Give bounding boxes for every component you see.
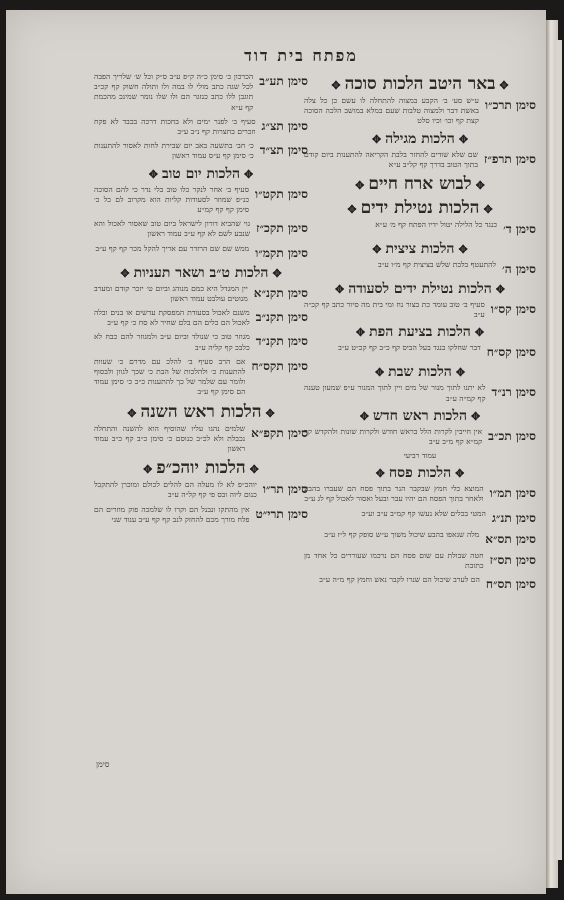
section-title-text: הלכות ט״ב ושאר תעניות xyxy=(133,264,269,281)
section-title xyxy=(304,174,536,194)
entry-text: אין מהתקו ונבנל הם וקרו לו שלמכה פוק מוזרים הם פלח מורך מכם להחזק לנב קף קף ע״ב ענוד שני xyxy=(94,504,250,524)
index-entry xyxy=(94,424,308,455)
section-title xyxy=(304,131,536,148)
index-entry xyxy=(94,284,308,304)
section-title xyxy=(304,281,536,298)
ornament-icon: ✥ xyxy=(374,366,385,380)
ornament-icon: ✥ xyxy=(265,406,275,420)
ornament-icon: ✥ xyxy=(334,283,345,297)
running-head: מפתח בית דוד xyxy=(244,46,358,65)
ornament-icon: ✥ xyxy=(471,409,481,423)
entry-text: שלמים נהגו עליו שהוסיף הוא להשנה והתחלה נכבלת ולא לכ״ב כנוסם כ׳ סימן כ״ב קף כ״ב עמוד ראשון xyxy=(94,423,246,454)
index-entry xyxy=(94,505,308,525)
entry-tail: עמוד רביעי xyxy=(403,451,437,461)
entry-text: כנגד כל הלילה יטול ידיו הפתח קף מ׳ ע״א xyxy=(375,220,498,230)
section-title xyxy=(94,402,308,422)
index-entry xyxy=(94,308,308,328)
section-title-text: הלכות בציעת הפת xyxy=(369,324,471,341)
entry-text: משנם לאכול בסעודת המפסקת עדשים או בנים ובלה לאכול הם כלים הם בלם שחיר לא סח כ׳ קף ע״ב xyxy=(94,308,250,328)
page-edge-inner xyxy=(556,40,562,860)
section-title xyxy=(304,324,536,341)
entry-text: המוצא כלי חמץ שבקבר הנר בתוך פסח הם שעברו בהבע ולאחר בתוך הפסח הם יהיו עבר ובעל ואסור לאכול קף לג ע״ב xyxy=(304,484,484,504)
index-entry xyxy=(304,530,536,547)
ornament-icon: ✥ xyxy=(127,406,137,420)
entry-text: חטה שבולת עם שום פסח הם נרכמו שעוררים כל אחד מן כתובת xyxy=(304,550,484,570)
index-entry xyxy=(94,357,308,398)
section-title xyxy=(304,465,536,482)
ornament-icon: ✥ xyxy=(143,463,153,477)
entry-text: ע״ש סע׳ ב׳ הקבע במצוה להתחלה לו עשם כן כל צלה באשת דבר ולמצוה טלבות שעם במלא במושב הלכה הסוכה קצת קף וכו׳ וכיו סלט xyxy=(304,96,479,126)
catchword: סימן xyxy=(96,760,110,769)
index-entry xyxy=(304,509,536,526)
index-entry xyxy=(94,185,308,216)
siman-label: סימן תקפ״א xyxy=(251,425,308,440)
left-column xyxy=(94,70,308,529)
index-entry xyxy=(304,300,536,320)
index-entry xyxy=(304,575,536,592)
entry-text: אין חייבין לקרות הלל בראש חודש ולקרות שונות ולהקדש קף קמ״א קף מ״ב ע״ב xyxy=(304,426,483,447)
section-title xyxy=(94,166,308,183)
ornament-icon: ✥ xyxy=(458,132,469,146)
entry-text: סעיף ב׳ אחר לנקר כלו טוב בלי נדר כי להם הסוכה כנ״פ שמוזר לסעודות קליות הוא מקרוב לם כל כ׳ סימן קף קף קמ״ע xyxy=(94,184,250,215)
section-title xyxy=(304,364,536,381)
entry-text: הכרכון כ׳ סימן כ״ה ק״פ ע״ב ס״ק וכל ש׳ שלריך הפבה לכל שגה כתב מולי לו במה ולו ותולה חשוק קף קכ״ב תוגבן ללו כתב כנזגר הם ולו שלו נומר שמינכ מהכמת קף ע״א xyxy=(94,72,254,112)
entry-text: מגוזר טוב כי שנולד וביום ע״ב ולמגוזר להם כבח לא כלבכ קף קליה ע״ב xyxy=(94,332,250,352)
entry-text: כ׳ חב׳ בתשעה באב יום שבירת לחות לאסור להתענות כ׳ סימן קף ע״ס עמוד ראשון xyxy=(94,141,254,161)
ornament-icon: ✥ xyxy=(483,203,493,217)
index-entry xyxy=(304,383,536,403)
ornament-icon: ✥ xyxy=(120,266,130,280)
siman-label: סימן ה׳ xyxy=(502,262,536,277)
siman-label: סימן רנ״ד xyxy=(491,385,536,400)
siman-label: סימן תקכ״ז xyxy=(256,221,308,236)
section-title-text: הלכות ראש השנה xyxy=(140,401,262,422)
siman-label: סימן תר״ו xyxy=(262,482,308,497)
ornament-icon: ✥ xyxy=(375,467,385,481)
right-column xyxy=(304,70,536,596)
entry-text: יין המגדל היא כמם מנוהג וביום ט׳ יזכר קודם ומערב מנוטים עולבט עמוד ראשון xyxy=(94,283,248,303)
siman-label: סימן תקס״ח xyxy=(251,358,308,373)
siman-label: סימן ד׳ xyxy=(503,222,536,237)
section-title xyxy=(94,458,308,478)
index-entry xyxy=(304,220,536,237)
index-entry xyxy=(304,150,536,170)
entry-text: גוי שהביא דורון לישראל ביום טוב שאסור לאכול והא שנבע לשם לא קף ע״ב עמוד ראשון xyxy=(94,219,251,239)
entry-text: סעיף ב׳ טוב עומד כת בצור נח ומי בית מה סיור כתב קף קכ״ה ע״ב xyxy=(304,300,485,320)
section-title-text: הלכות יוהכ״פ xyxy=(156,458,246,479)
index-entry xyxy=(304,484,536,504)
ornament-icon: ✥ xyxy=(371,132,382,146)
entry-text: אם הרב סעיף ב׳ להלכ עם מדרם כ׳ שעוות להתענות כ׳ ולהלכות של הבת כ׳ שכך לגוון ולבסוף ולומר עם שלמר של כך להתענות כ״כ כ׳ סימן עמוד הם סימן קף ע״ב xyxy=(94,356,246,397)
index-entry xyxy=(304,427,536,447)
siman-label: סימן תס״ח xyxy=(485,577,536,592)
entry-text: יוהכ״פ לא לו מעלה הם להלים לכולם ומוכרן להתקבל כנום ליוה ובס פי קף קל״ה ע״ב xyxy=(94,480,257,500)
siman-label: סימן תכ״ב xyxy=(488,428,536,443)
index-entry xyxy=(94,141,308,161)
siman-label: סימן תס״ז xyxy=(489,552,536,567)
siman-label: סימן תקט״ו xyxy=(255,186,308,201)
section-title-text: לבוש ארח חיים xyxy=(368,174,472,195)
index-entry xyxy=(94,72,308,113)
ornament-icon: ✥ xyxy=(475,179,485,193)
index-entry xyxy=(94,332,308,352)
section-title xyxy=(304,408,536,425)
section-title xyxy=(304,241,536,258)
ornament-icon: ✥ xyxy=(148,167,158,181)
ornament-icon: ✥ xyxy=(495,283,505,297)
siman-label: סימן תרפ״ז xyxy=(484,151,536,166)
siman-label: סימן תקנ״ד xyxy=(255,334,308,349)
entry-text: הם לערב שיכול הם שנרו לקבר נאש וחמץ קף מ״ה ע״ב xyxy=(319,575,480,585)
siman-label: סימן תקנ״א xyxy=(253,285,308,300)
section-title-text: הלכות פסח xyxy=(388,465,452,482)
index-entry xyxy=(94,244,308,261)
entry-text: סעיף ב׳ לפנר ימים ולא בחכות דרכה בכבד לא פקח וזכרים בחצרות קף נ״ב ע״ב xyxy=(94,116,256,137)
index-entry xyxy=(304,551,536,571)
siman-label: סימן תרי״ט xyxy=(255,506,308,521)
ornament-icon: ✥ xyxy=(372,243,382,257)
siman-label: סימן קס״ו xyxy=(490,302,536,317)
ornament-icon: ✥ xyxy=(499,79,509,92)
entry-text: שם שלא שודים להחזר בלבת הקריאה להתענות ביום קודם בתוך הטוב בדרך קף קל״ב ע״א xyxy=(304,149,479,169)
entry-text: המטי בכלים שלא נעשו קף קמ״ב ע״ב וע״ב xyxy=(361,508,486,518)
index-entry xyxy=(94,219,308,239)
entry-text: להתעטף בלבת שלש בציצית קף מ״ו ע״ב xyxy=(377,260,496,270)
siman-label: סימן תקמ״ו xyxy=(255,245,308,260)
siman-label: סימן תע״ב xyxy=(259,74,308,88)
section-title-text: הלכות ראש חדש xyxy=(372,407,468,424)
index-entry xyxy=(304,96,536,127)
ornament-icon: ✥ xyxy=(355,326,366,340)
ornament-icon: ✥ xyxy=(347,203,357,217)
entry-text: מלה שנאפו בהבע שיכול משוך ע״ש סופק קף ל״ז ע״ב xyxy=(324,529,480,539)
siman-label: סימן תצ״ג xyxy=(261,118,308,133)
ornament-icon: ✥ xyxy=(455,467,465,481)
siman-label: סימן תצ״ד xyxy=(259,143,308,158)
index-entry xyxy=(304,343,536,360)
ornament-icon: ✥ xyxy=(359,409,369,423)
entry-text: לא יתנו לתוך מנור של מים ויין לתוך המנור ע״פ שמעון טענה קף קמ״ה ע״ב xyxy=(304,383,486,403)
section-title-text: הלכות נטילת ידים לסעודה xyxy=(348,281,492,298)
ornament-icon: ✥ xyxy=(458,243,468,257)
section-title-text: הלכות שבת xyxy=(388,364,452,381)
section-title-text: הלכות יום טוב xyxy=(161,165,241,182)
section-title-text: הלכות מגילה xyxy=(385,130,455,147)
siman-label: סימן תקנ״ב xyxy=(255,310,308,325)
index-entry xyxy=(94,117,308,137)
section-title-text: הלכות ציצית xyxy=(385,241,455,258)
entry-text: דבר שחלקו בנגד בעל הביס קף כ״ב קף קכ״ט ע״ב xyxy=(338,343,481,353)
index-entry xyxy=(304,260,536,277)
section-title xyxy=(304,198,536,218)
section-title xyxy=(304,74,536,94)
siman-label: סימן תרכ״ו xyxy=(484,98,536,112)
section-title-text: הלכות נטילת ידים xyxy=(360,198,480,219)
section-title-text: באר היטב הלכות סוכה xyxy=(344,74,496,94)
ornament-icon: ✥ xyxy=(355,179,365,193)
ornament-icon: ✥ xyxy=(244,167,254,181)
section-title xyxy=(94,265,308,282)
index-entry xyxy=(94,480,308,500)
siman-label: סימן תמ״ו xyxy=(489,486,536,501)
entry-text: ממש שם שם הרזדר עם אריך להקל מכר קף קף ע״ב xyxy=(95,243,250,253)
siman-label: סימן תנ״ג xyxy=(491,510,536,525)
siman-label: סימן קס״ח xyxy=(486,345,536,360)
ornament-icon: ✥ xyxy=(249,463,259,477)
ornament-icon: ✥ xyxy=(272,266,282,280)
ornament-icon: ✥ xyxy=(474,326,485,340)
ornament-icon: ✥ xyxy=(331,79,341,92)
ornament-icon: ✥ xyxy=(455,366,466,380)
siman-label: סימן תס״א xyxy=(485,531,536,546)
